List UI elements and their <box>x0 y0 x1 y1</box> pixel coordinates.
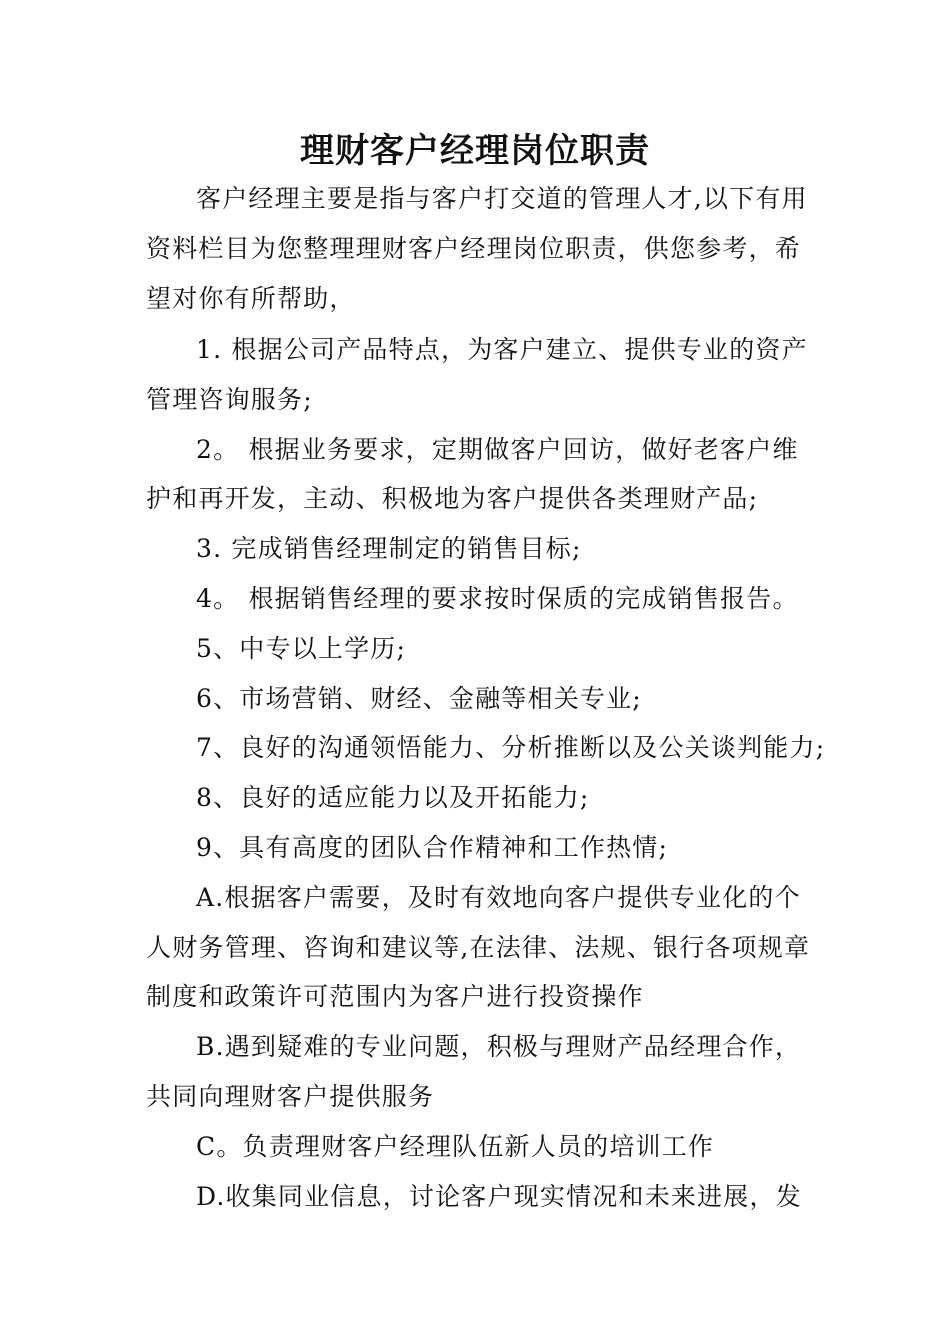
paragraph-line: 1. 根据公司产品特点，为客户建立、提供专业的资产 <box>196 335 808 364</box>
paragraph-line: 管理咨询服务; <box>146 385 313 414</box>
paragraph-line: A.根据客户需要，及时有效地向客户提供专业化的个 <box>196 883 801 912</box>
document-title: 理财客户经理岗位职责 <box>300 131 650 171</box>
paragraph-line: 制度和政策许可范围内为客户进行投资操作 <box>146 982 644 1011</box>
paragraph-line: C。负责理财客户经理队伍新人员的培训工作 <box>196 1132 715 1161</box>
paragraph-line: 2。 根据业务要求，定期做客户回访，做好老客户维 <box>196 435 799 464</box>
paragraph-line: 6、市场营销、财经、金融等相关专业; <box>196 684 642 713</box>
paragraph-line: 共同向理财客户提供服务 <box>146 1082 435 1111</box>
paragraph-line: 3. 完成销售经理制定的销售目标; <box>196 534 582 563</box>
paragraph-line: 9、具有高度的团队合作精神和工作热情; <box>196 833 669 862</box>
paragraph-line: 7、良好的沟通领悟能力、分析推断以及公关谈判能力; <box>196 733 826 762</box>
paragraph-line: 5、中专以上学历; <box>196 634 407 663</box>
paragraph-line: 望对你有所帮助， <box>146 284 356 313</box>
paragraph-line: 8、良好的适应能力以及开拓能力; <box>196 783 590 812</box>
paragraph-line: B.遇到疑难的专业问题，积极与理财产品经理合作， <box>196 1032 802 1061</box>
paragraph-line: 4。 根据销售经理的要求按时保质的完成销售报告。 <box>196 584 799 613</box>
paragraph-line: 资料栏目为您整理理财客户经理岗位职责，供您参考，希 <box>146 234 802 263</box>
paragraph-line: 护和再开发，主动、积极地为客户提供各类理财产品; <box>146 484 759 513</box>
paragraph-line: 人财务管理、咨询和建议等,在法律、法规、银行各项规章 <box>146 933 811 962</box>
paragraph-line: D.收集同业信息，讨论客户现实情况和未来进展，发 <box>196 1182 802 1211</box>
paragraph-line: 客户经理主要是指与客户打交道的管理人才,以下有用 <box>196 184 808 213</box>
